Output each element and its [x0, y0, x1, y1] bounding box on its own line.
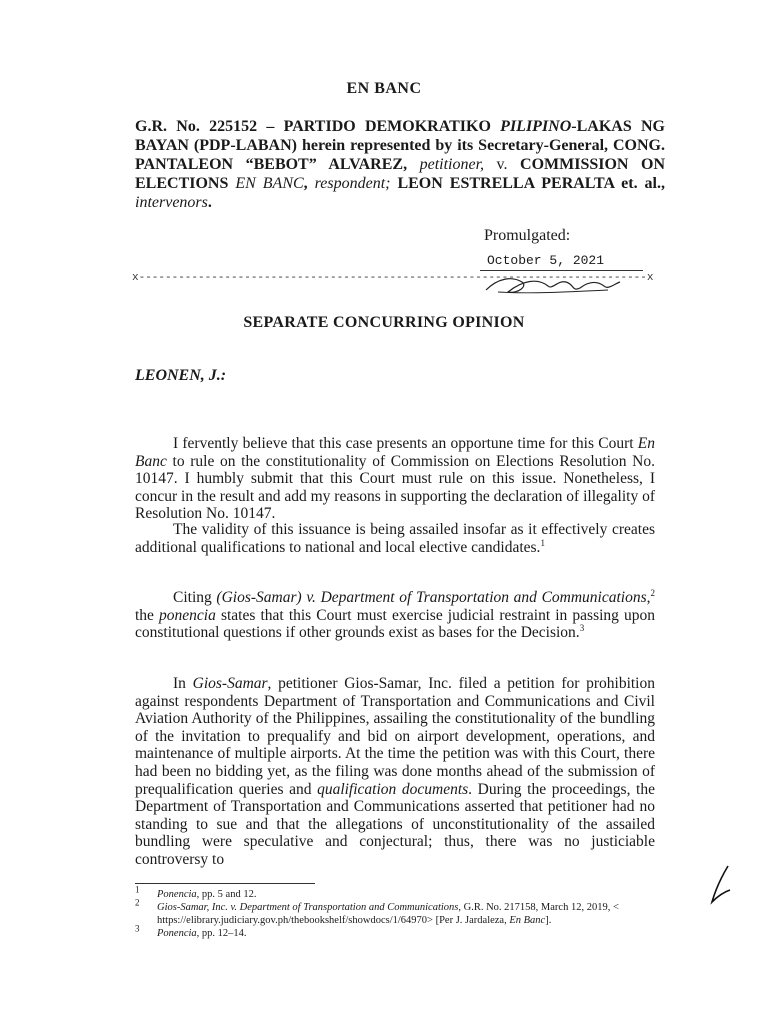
promulgation-line [480, 270, 643, 271]
petitioner-label: petitioner, [419, 156, 485, 173]
opinion-author: LEONEN, J.: [135, 367, 227, 384]
opinion-title: SEPARATE CONCURRING OPINION [243, 314, 525, 331]
footnote-ref: 2 [650, 587, 656, 598]
clerk-signature-icon [478, 272, 628, 303]
paragraph-2: The validity of this issuance is being assailed insofar as it effectively creates additional qualifications to national and local elective candidates.$^1$ [135, 521, 655, 556]
paragraph-1: I fervently believe that this case presents an opportune time for this Court En Banc to rule on the constitutionality of Commission on Elections Resolution No. 10147. I humbly submit that this Court must rule on this issue. Nonetheless, I concur in the result and add my reasons in supporting the declaration of illegality of Resolution No. 10147. [135, 435, 655, 523]
handwritten-initial-icon [700, 862, 740, 913]
promulgated-label: Promulgated: [484, 227, 571, 244]
separator-line: x-----------------------------------------------------------------------------x [132, 272, 654, 284]
intervenors-label: intervenors [135, 194, 208, 211]
case-number: G.R. No. 225152 [135, 118, 258, 135]
footnotes [135, 884, 665, 940]
division-heading: EN BANC [346, 80, 422, 97]
footnote-item: $^2$ Gios-Samar, Inc. v. Department of Transportation and Communications, G.R. No. 217158, March 12, 2019, < https://elibrary.judiciary.gov.ph/thebookshelf/showdocs/1/64970> [Per J. Jardaleza, En Banc]. [135, 897, 619, 926]
footnote-item: $^3$ Ponencia, pp. 12–14. [135, 923, 247, 939]
promulgation-date: October 5, 2021 [487, 253, 605, 268]
paragraph-3: Citing (Gios-Samar) v. Department of Transportation and Communications,$^2$ the ponencia states that this Court must exercise judicial restraint in passing upon constitutional questions if other grounds exist as bases for the Decision.$^3$ [135, 587, 656, 642]
footnote-ref: 3 [579, 623, 585, 634]
case-caption: G.R. No. 225152 – PARTIDO DEMOKRATIKO PILIPINO-LAKAS NG BAYAN (PDP-LABAN) herein represented by its Secretary-General, CONG. PANTALEON “BEBOT” ALVAREZ, petitioner, v. COMMISSION ON ELECTIONS EN BANC, respondent; LEON ESTRELLA PERALTA et. al., intervenors. [135, 118, 666, 211]
paragraph-4: In Gios-Samar, petitioner Gios-Samar, Inc. filed a petition for prohibition against respondents Department of Transportation and Communications and Civil Aviation Authority of the Philippines, assailing the constitutionality of the bundling of the invitation to prequalify and bid on airport development, operations, and maintenance of multiple airports. At the time the petition was with this Court, there had been no bidding yet, as the filing was done months ahead of the submission of prequalification queries and qualification documents. During the proceedings, the Department of Transportation and Communications asserted that petitioner had no standing to sue and that the allegations of unconstitutionality of the assailed bundling were speculative and conjectural; thus, there was no justiciable controversy to [135, 675, 655, 868]
respondent-label: respondent; [314, 175, 391, 192]
footnote-item: $^1$ Ponencia, pp. 5 and 12. [135, 884, 257, 900]
footnote-ref: 1 [540, 537, 545, 548]
footnote-rule [135, 883, 315, 884]
